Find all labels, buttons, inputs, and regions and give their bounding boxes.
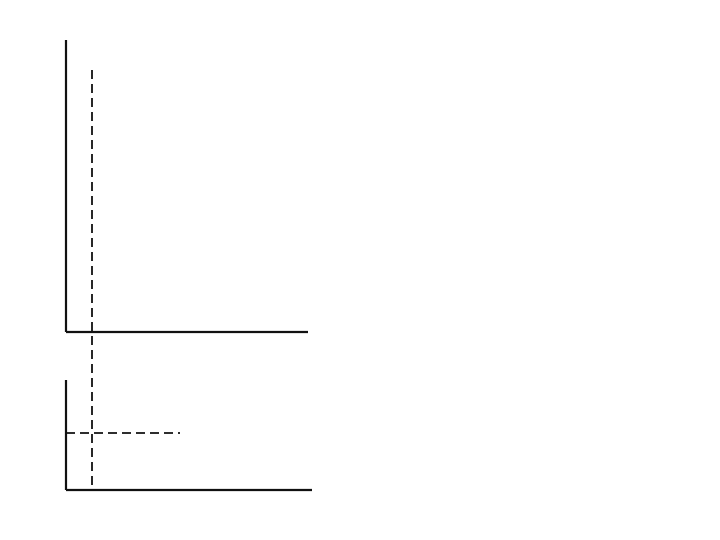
figure-chart: [0, 0, 330, 540]
